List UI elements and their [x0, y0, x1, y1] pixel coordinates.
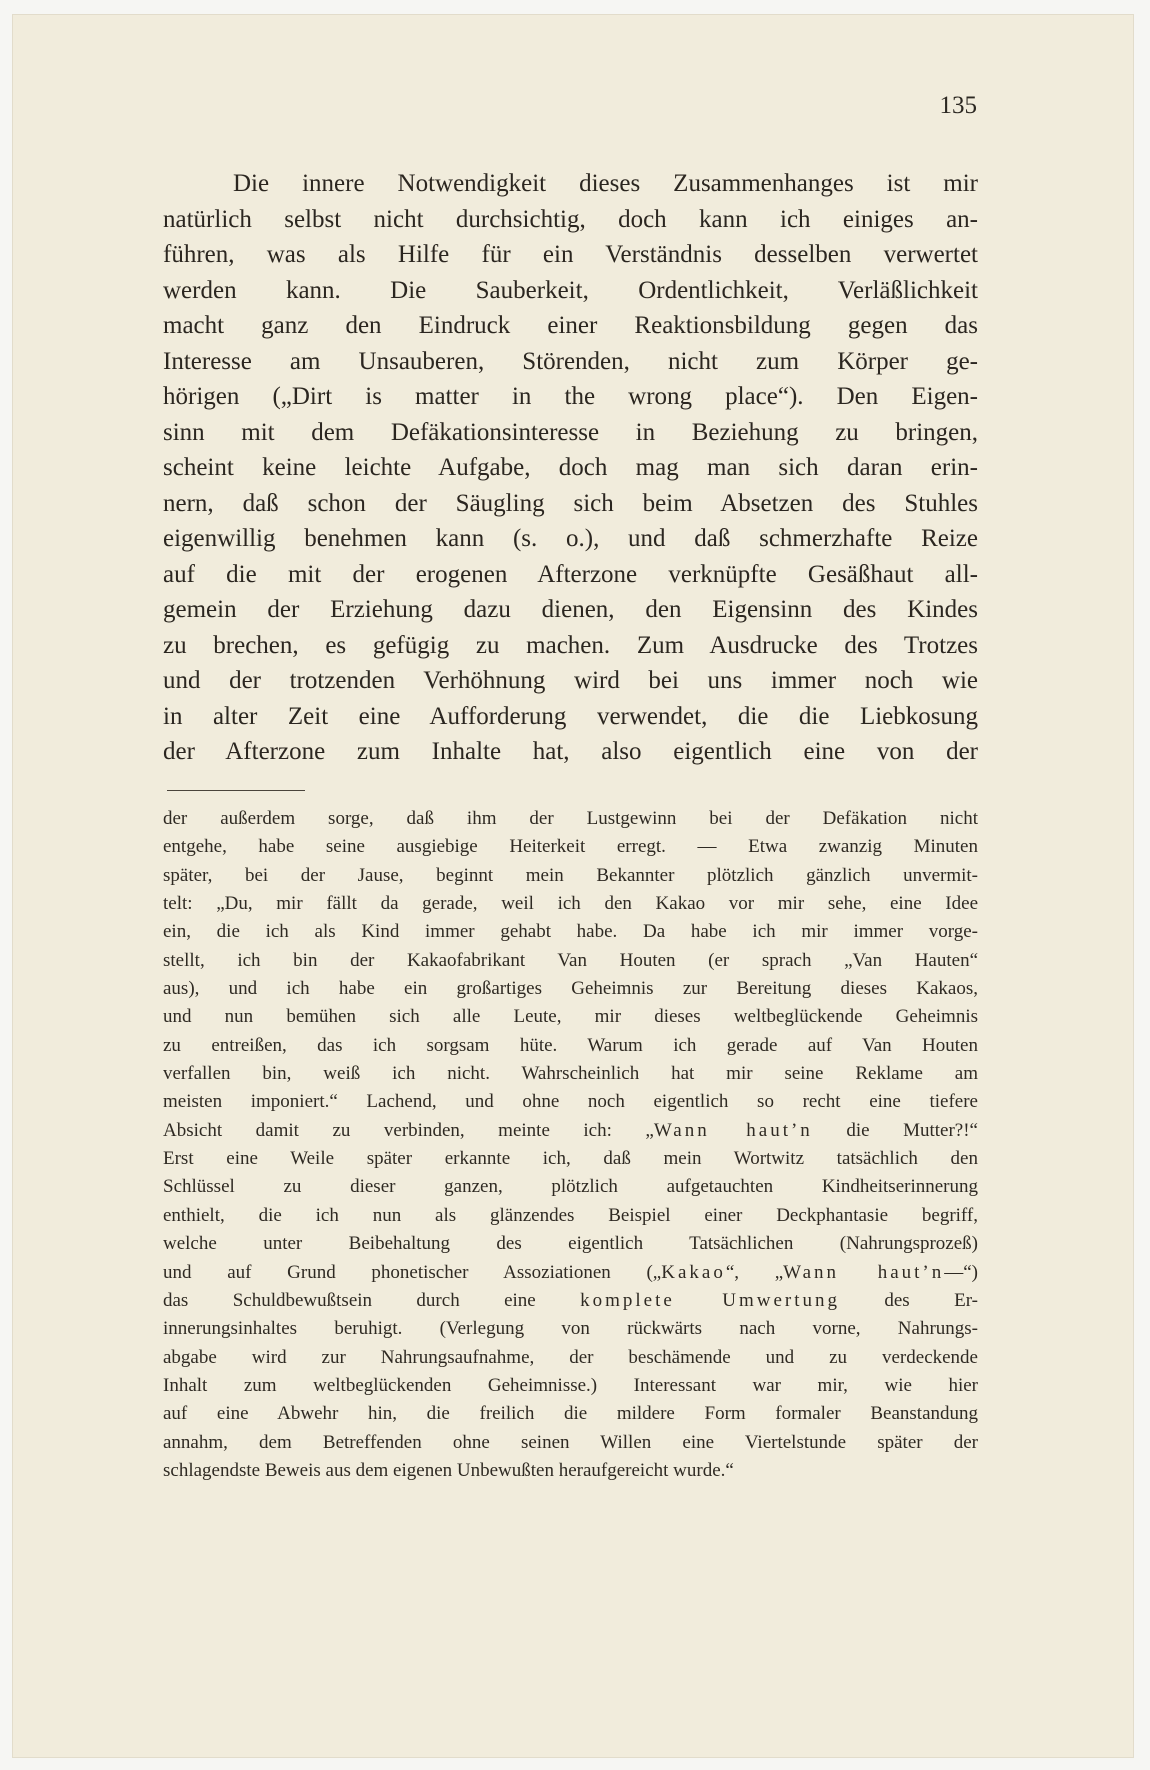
main-text-line: zu brechen, es gefügig zu machen. Zum Ausdrucke des Trotzes [163, 631, 978, 659]
footnote-line: Inhalt zum weltbeglückenden Geheimnisse.) Interessant war mir, wie hier [163, 1374, 978, 1396]
main-text-line: gemein der Erziehung dazu dienen, den Eigensinn des Kindes [163, 596, 978, 623]
footnote-line: schlagendste Beweis aus dem eigenen Unbewußten heraufgereicht wurde.“ [163, 1459, 734, 1481]
footnote-line: Erst eine Weile später erkannte ich, daß mein Wortwitz tatsächlich den [163, 1148, 978, 1170]
footnote-segment: und auf Grund phonetischer Assoziationen („ [163, 1261, 662, 1283]
footnote-line: meisten imponiert.“ Lachend, und ohne noch eigentlich so recht eine tiefere [163, 1091, 978, 1113]
spaced-emphasis: Wann haut’n [783, 1261, 945, 1283]
footnote-segment: die Mutter?!“ [812, 1119, 978, 1141]
footnote-line: zu entreißen, das ich sorgsam hüte. Warum ich gerade auf Van Houten [163, 1034, 978, 1056]
page-number: 135 [939, 92, 977, 119]
main-text-line: auf die mit der erogenen Afterzone verknüpfte Gesäßhaut all- [163, 560, 978, 588]
footnote-segment: des Er- [839, 1289, 978, 1311]
main-text-line: Interesse am Unsauberen, Störenden, nicht zum Körper ge- [163, 347, 978, 375]
main-text-line: hörigen („Dirt is matter in the wrong place“). Den Eigen- [163, 383, 978, 410]
main-text-line: Die innere Notwendigkeit dieses Zusammenhanges ist mir [233, 170, 978, 197]
footnote-divider [167, 790, 305, 791]
main-text-line: führen, was als Hilfe für ein Verständnis desselben verwertet [163, 241, 978, 268]
spaced-emphasis: Wann haut’n [653, 1119, 813, 1141]
footnote-line: auf eine Abwehr hin, die freilich die mildere Form formaler Beanstandung [163, 1403, 978, 1425]
footnote-line [163, 1117, 978, 1145]
footnote-line: verfallen bin, weiß ich nicht. Wahrscheinlich hat mir seine Reklame am [163, 1063, 978, 1085]
footnote-segment: —“) [944, 1261, 979, 1283]
footnote-line: enthielt, die ich nun als glänzendes Beispiel einer Deckphantasie begriff, [163, 1204, 978, 1226]
book-page [12, 14, 1134, 1758]
footnote-line: der außerdem sorge, daß ihm der Lustgewinn bei der Defäkation nicht [163, 808, 978, 829]
spaced-emphasis: Kakao [661, 1261, 726, 1283]
footnote-line: annahm, dem Betreffenden ohne seinen Willen eine Viertelstunde später der [163, 1431, 978, 1453]
footnote-line: Schlüssel zu dieser ganzen, plötzlich aufgetauchten Kindheitserinnerung [163, 1176, 978, 1198]
footnote-line: telt: „Du, mir fällt da gerade, weil ich den Kakao vor mir sehe, eine Idee [163, 893, 978, 915]
footnote-line: welche unter Beibehaltung des eigentlich Tatsächlichen (Nahrungsprozeß) [163, 1233, 978, 1255]
footnote-line: innerungsinhaltes beruhigt. (Verlegung von rückwärts nach vorne, Nahrungs- [163, 1318, 978, 1340]
footnote-line: und nun bemühen sich alle Leute, mir dieses weltbeglückende Geheimnis [163, 1006, 978, 1028]
footnote-line [163, 1259, 978, 1287]
footnote-line: aus), und ich habe ein großartiges Geheimnis zur Bereitung dieses Kakaos, [163, 978, 978, 1000]
footnote-segment: das Schuldbewußtsein durch eine [163, 1289, 581, 1311]
main-text-line: eigenwillig benehmen kann (s. o.), und daß schmerzhafte Reize [163, 525, 978, 552]
main-text-line: sinn mit dem Defäkationsinteresse in Beziehung zu bringen, [163, 418, 978, 446]
main-text-line: in alter Zeit eine Aufforderung verwendet, die die Liebkosung [163, 702, 978, 730]
main-text-line: und der trotzenden Verhöhnung wird bei uns immer noch wie [163, 667, 978, 694]
main-text-paragraph [163, 166, 978, 770]
footnote-text [163, 805, 978, 1485]
footnote-segment: “, „ [725, 1261, 784, 1283]
footnote-line [163, 1287, 978, 1315]
footnote-line: stellt, ich bin der Kakaofabrikant Van Houten (er sprach „Van Hauten“ [163, 949, 978, 971]
footnote-line: ein, die ich als Kind immer gehabt habe. Da habe ich mir immer vorge- [163, 921, 978, 943]
main-text-line: macht ganz den Eindruck einer Reaktionsbildung gegen das [163, 312, 978, 339]
main-text-line: werden kann. Die Sauberkeit, Ordentlichkeit, Verläßlichkeit [163, 276, 978, 304]
footnote-line: abgabe wird zur Nahrungsaufnahme, der beschämende und zu verdeckende [163, 1346, 978, 1368]
footnote-line: entgehe, habe seine ausgiebige Heiterkeit erregt. — Etwa zwanzig Minuten [163, 836, 978, 858]
spaced-emphasis: komplete Umwertung [580, 1289, 840, 1311]
main-text-line: natürlich selbst nicht durchsichtig, doch kann ich einiges an- [163, 205, 978, 233]
footnote-line: später, bei der Jause, beginnt mein Bekannter plötzlich gänzlich unvermit- [163, 864, 978, 886]
main-text-line: der Afterzone zum Inhalte hat, also eigentlich eine von der [163, 738, 978, 765]
main-text-line: scheint keine leichte Aufgabe, doch mag man sich daran erin- [163, 454, 978, 481]
main-text-line: nern, daß schon der Säugling sich beim Absetzen des Stuhles [163, 489, 978, 517]
footnote-segment: Absicht damit zu verbinden, meinte ich: „ [163, 1119, 654, 1141]
